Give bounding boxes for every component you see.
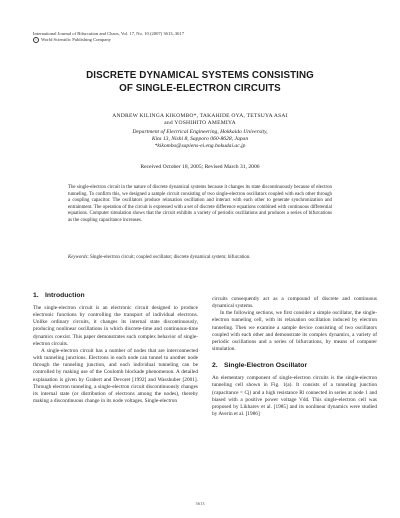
copyright-icon: © xyxy=(34,37,38,42)
abstract: The single-electron circuit in the nature of discrete dynamical systems because it changes its state discontinuously because of electron tunneling. To confirm this, we designed a sample circuit consisting of two single-electron oscillators coupled with each other through a coupling capacitor. The oscillators produce relaxation oscillation and interact with each other to generate synchronization and entrainment. The operation of the circuit is expressed with a set of discrete difference equations combined with continuous differential equations. Computer simulation shows that the circuit exhibits a variety of periodic oscillations and produces a series of bifurcations as the coupling capacitance increases. xyxy=(68,185,332,223)
intro-paragraph-3: circuits consequently act as a compound of discrete and continuous dynamical systems. xyxy=(212,296,377,310)
section-number: 2. xyxy=(212,362,218,370)
section-spacer xyxy=(212,353,377,361)
publisher-line xyxy=(33,37,184,43)
affiliation-line-1: Department of Electrical Engineering, Hokkaido University, xyxy=(132,129,268,135)
left-column xyxy=(33,291,198,405)
affiliation xyxy=(40,129,360,151)
intro-paragraph-2: A single-electron circuit has a number of nodes that are interconnected with tunneling junctions. Electrons in each node can tunnel to another node through the tunneling junction, and each individual tunneling can be controlled by making use of the Coulomb blockade phenomenon. A detailed explanation is given by Grabert and Devoret [1992] and Wasshuber [2001]. Through electron tunneling, a single-electron circuit discontinuously changes its internal state (or distribution of electrons among the nodes), thereby making a discontinuous change in its node voltages. Single-electron xyxy=(33,347,198,405)
affiliation-line-2: Kita 13, Nishi 8, Sapporo 060-8628, Japan xyxy=(151,136,249,143)
keywords-text: : Single-electron circuit; coupled oscillator; discrete dynamical system; bifurcation. xyxy=(87,255,251,260)
journal-header xyxy=(33,31,184,43)
author-email: *kikombo@sapiens-ei.eng.hokudai.ac.jp xyxy=(154,143,246,150)
title-line-2: OF SINGLE-ELECTRON CIRCUITS xyxy=(119,82,281,94)
title-line-1: DISCRETE DYNAMICAL SYSTEMS CONSISTING xyxy=(86,70,314,81)
right-column xyxy=(212,296,377,418)
journal-citation: International Journal of Bifurcation and Chaos, Vol. 17, No. 10 (2007) 3613–3617 xyxy=(33,31,185,36)
intro-paragraph-1: The single-electron circuit is an electronic circuit designed to produce electronic functions by controlling the transport of individual electrons. Unlike ordinary circuits, it changes its internal state discontinuously, producing nonlinear oscillations in which discrete-time and continuous-time dynamics coexist. This paper demonstrates such complex behavior of single-electron circuits. xyxy=(33,305,198,347)
oscillator-paragraph-1: An elementary component of single-electron circuits is the single-electron tunneling cell shown in Fig. 1(a). It consists of a tunneling junction (capacitance = Cj) and a high resistance Rl connected in series at node 1 and biased with a positive power voltage Vdd. This single-electron cell was proposed by Likharev et al. [1985] and its nonlinear dynamics were studied by Averin et al. [1986] xyxy=(212,375,377,418)
paper-title xyxy=(40,70,360,95)
received-dates: Received October 18, 2005; Revised March 31, 2006 xyxy=(140,164,260,170)
keywords xyxy=(68,255,332,262)
section-title: Introduction xyxy=(45,292,85,299)
page-number: 3613 xyxy=(195,501,205,506)
keywords-label: Keywords xyxy=(68,255,88,260)
publisher-name: World Scientific Publishing Company xyxy=(41,36,111,42)
author-list xyxy=(40,113,360,127)
section-heading-oscillator xyxy=(212,361,377,370)
intro-paragraph-4: In the following sections, we first consider a simple oscillator, the single-electron tunneling cell, with its relaxation oscillation induced by electron tunneling. Then we examine a sample device consisting of two oscillators coupled with each other and demonstrate its complex dynamics, a variety of periodic oscillations and a series of bifurcations, by means of computer simulation. xyxy=(212,310,377,353)
section-number: 1. xyxy=(33,292,39,299)
section-heading-introduction xyxy=(33,291,198,300)
authors-line-1: ANDREW KILINGA KIKOMBO*, TAKAHIDE OYA, TETSUYA ASAI xyxy=(112,113,288,119)
authors-line-2: and YOSHIHITO AMEMIYA xyxy=(164,120,236,127)
section-title: Single-Electron Oscillator xyxy=(224,362,308,370)
